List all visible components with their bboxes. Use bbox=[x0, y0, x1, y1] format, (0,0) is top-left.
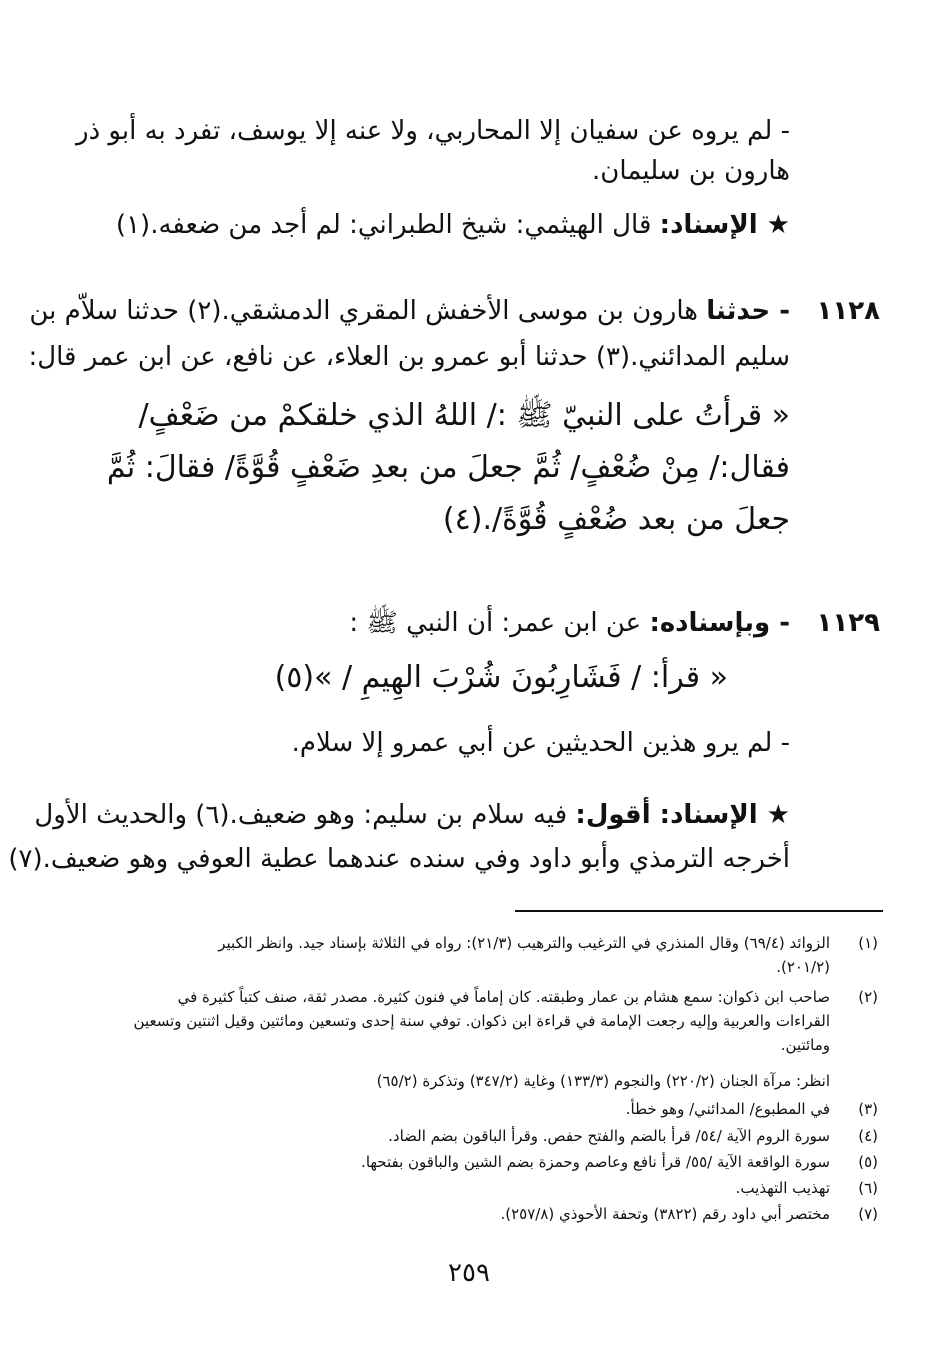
footnote-text: مختصر أبي داود رقم (٣٨٢٢) وتحفة الأحوذي (٢٥٧/٨). bbox=[500, 1205, 830, 1223]
text-line: - لم يرو هذين الحديثين عن أبي عمرو إلا سلام. bbox=[291, 728, 790, 758]
isnad-label: ★ الإسناد: bbox=[659, 800, 790, 830]
footnote-text: في المطبوع/ المدائني/ وهو خطأ. bbox=[625, 1100, 830, 1118]
footnote-text: تهذيب التهذيب. bbox=[735, 1179, 830, 1197]
footnote-text: صاحب ابن ذكوان: سمع هشام بن عمار وطبقته. كان إماماً في فنون كثيرة. مصدر ثقة، صنف كتباً كثيرة في bbox=[177, 988, 830, 1006]
quran-line: « قرأ: / فَشَارِبُونَ شُرْبَ الهِيمِ / »(٥) bbox=[274, 660, 728, 695]
isnad-line bbox=[34, 800, 790, 831]
footnote-number: (١) bbox=[858, 934, 878, 952]
footnote-text: (٢٠١/٢). bbox=[776, 958, 830, 976]
isnad-text: فيه سلام بن سليم: وهو ضعيف.(٦) والحديث الأول bbox=[34, 800, 576, 830]
footnote-text: سورة الروم الآية /٥٤/ قرأ بالضم والفتح حفص. وقرأ الباقون بضم الضاد. bbox=[388, 1127, 830, 1145]
footnote-text: سورة الواقعة الآية /٥٥/ قرأ نافع وعاصم وحمزة بضم الشين والباقون بفتحها. bbox=[361, 1153, 830, 1171]
hadith-lead: - وبإسناده: bbox=[649, 608, 790, 638]
hadith-line bbox=[29, 296, 790, 327]
text-line: سليم المدائني.(٣) حدثنا أبو عمرو بن العلاء، عن نافع، عن ابن عمر قال: bbox=[28, 342, 790, 372]
hadith-number: ١١٢٩ bbox=[816, 608, 880, 638]
footnote-number: (٦) bbox=[858, 1179, 878, 1197]
isnad-text: قال الهيثمي: شيخ الطبراني: لم أجد من ضعفه.(١) bbox=[115, 210, 660, 240]
text-line: أخرجه الترمذي وأبو داود وفي سنده عندهما عطية العوفي وهو ضعيف.(٧) bbox=[8, 844, 790, 874]
hadith-number: ١١٢٨ bbox=[816, 296, 880, 326]
hadith-line bbox=[349, 608, 790, 639]
isnad-line bbox=[116, 210, 790, 241]
page-number: ٢٥٩ bbox=[448, 1258, 490, 1288]
isnad-lead: أقول: bbox=[575, 800, 660, 830]
footnote-number: (٧) bbox=[858, 1205, 878, 1223]
hadith-text: هارون بن موسى الأخفش المقري الدمشقي.(٢) حدثنا سلاّم بن bbox=[29, 296, 707, 326]
footnote-number: (٥) bbox=[858, 1153, 878, 1171]
footnote-text: ومائتين. bbox=[780, 1036, 830, 1054]
footnote-number: (٢) bbox=[858, 988, 878, 1006]
isnad-label: ★ الإسناد: bbox=[659, 210, 790, 240]
quran-line: فقال:/ مِنْ ضُعْفٍ/ ثُمَّ جعلَ من بعدِ ضَعْفٍ قُوَّةً/ فقالَ: ثُمَّ bbox=[106, 450, 790, 485]
text-line: - لم يروه عن سفيان إلا المحاربي، ولا عنه إلا يوسف، تفرد به أبو ذر bbox=[76, 116, 790, 146]
footnote-text: الزوائد (٦٩/٤) وقال المنذري في الترغيب والترهيب (٢١/٣): رواه في الثلاثة بإسناد جيد. وانظر الكبير bbox=[218, 934, 830, 952]
hadith-lead: - حدثنا bbox=[706, 296, 790, 326]
footnote-text: القراءات والعربية وإليه رجعت الإمامة في قراءة ابن ذكوان. توفي سنة إحدى وتسعين ومائتين وقيل اثنتين وتسعين bbox=[133, 1012, 830, 1030]
footnote-separator bbox=[515, 910, 883, 912]
quran-line: جعلَ من بعد ضُعْفٍ قُوَّةً/.(٤) bbox=[442, 502, 790, 537]
footnote-text: انظر: مرآة الجنان (٢٢٠/٢) والنجوم (١٣٣/٣) وغاية (٣٤٧/٢) وتذكرة (٦٥/٢) bbox=[376, 1072, 830, 1090]
text-line: هارون بن سليمان. bbox=[592, 156, 790, 186]
footnote-number: (٣) bbox=[858, 1100, 878, 1118]
hadith-text: عن ابن عمر: أن النبي ﷺ : bbox=[349, 608, 650, 638]
footnote-number: (٤) bbox=[858, 1127, 878, 1145]
quran-line: « قرأتُ على النبيّ ﷺ :/ اللهُ الذي خلقكمْ من ضَعْفٍ/ bbox=[138, 398, 790, 433]
